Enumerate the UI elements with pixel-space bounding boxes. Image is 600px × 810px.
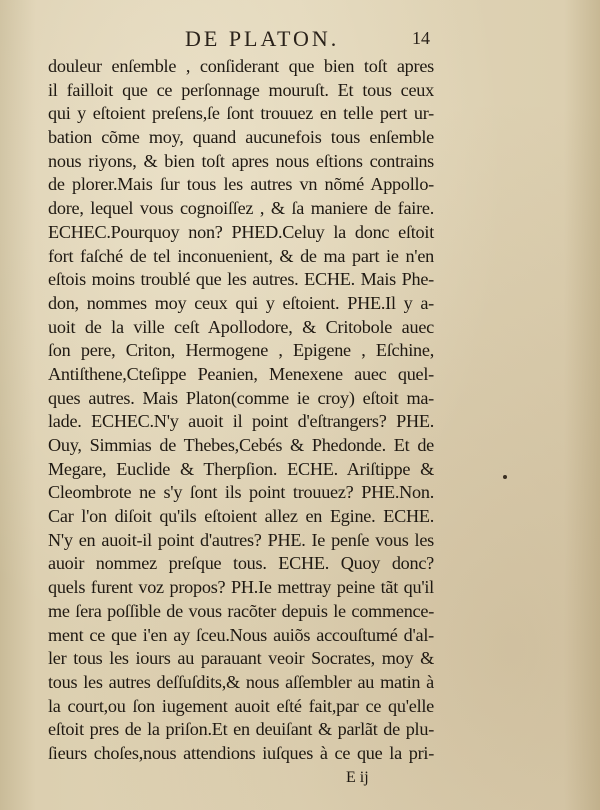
text-line: qui y eſtoient preſens,ſe ſont trouuez en telle pert ur- [48, 103, 434, 124]
text-line: ques autres. Mais Platon(comme ie croy) eſtoit ma- [48, 387, 434, 408]
text-line: douleur enſemble , conſiderant que bien toſt apres [48, 56, 434, 76]
text-line: N'y en auoit-il point d'autres? PHE. Ie penſe vous les [48, 529, 434, 550]
text-line: de plorer.Mais ſur tous les autres vn nõmé Appollo- [48, 174, 434, 195]
text-line: ſon pere, Criton, Hermogene , Epigene , Eſchine, [48, 340, 434, 361]
text-line: Car l'on diſoit qu'ils eſtoient allez en Egine. ECHE. [48, 506, 434, 527]
text-line: don, nommes moy ceux qui y eſtoient. PHE.Il y a- [48, 292, 434, 313]
running-head-title: DE PLATON. [185, 26, 340, 51]
text-line: fort faſché de tel inconuenient, & de ma part ie n'en [48, 245, 434, 266]
text-line: uoit de la ville ceſt Apollodore, & Critobole auec [48, 316, 434, 337]
text-line: Cleombrote ne s'y ſont ils point trouuez? PHE.Non. [48, 482, 434, 503]
text-line: Megare, Euclide & Therpſion. ECHE. Ariſtippe & [48, 458, 434, 479]
ink-speck [503, 475, 507, 479]
text-line: la court,ou ſon iugement auoit eſté fait,par ce qu'elle [48, 695, 434, 716]
text-line: lade. ECHEC.N'y auoit il point d'eſtrangers? PHE. [48, 411, 434, 432]
text-line: Ouy, Simmias de Thebes,Cebés & Phedonde. Et de [48, 435, 434, 455]
text-line: Antiſthene,Cteſippe Peanien, Menexene auec quel- [48, 363, 434, 384]
text-line: quels furent voz propos? PH.Ie mettray peine tãt qu'il [48, 577, 434, 598]
text-line: bation cõme moy, quand aucunefois tous enſemble [48, 127, 434, 148]
page-number: 14 [412, 28, 430, 48]
text-line: me ſera poſſible de vous racõter depuis le commence- [48, 600, 434, 621]
text-line: eſtoit pres de la priſon.Et en deuiſant & parlãt de plu- [48, 719, 434, 740]
text-line: dore, lequel vous cognoiſſez , & ſa maniere de faire. [48, 198, 434, 219]
text-line: ment ce que i'en ay ſceu.Nous auiõs accouſtumé d'al- [48, 624, 434, 645]
signature-mark: E ij [346, 769, 369, 786]
running-head [0, 26, 600, 54]
text-line: ECHEC.Pourquoy non? PHED.Celuy la donc eſtoit [48, 221, 434, 242]
text-line: il failloit que ce perſonnage mouruſt. Et tous ceux [48, 79, 434, 100]
text-line: ler tous les iours au parauant veoir Socrates, moy & [48, 648, 434, 669]
body-text [48, 55, 434, 766]
text-line: auoir nommez preſque tous. ECHE. Quoy donc? [48, 553, 434, 574]
text-line: tous les autres deſſuſdits,& nous aſſembler au matin à [48, 671, 434, 692]
text-line: nous riyons, & bien toſt apres nous eſtions contrains [48, 150, 434, 171]
text-line: eſtois moins troublé que les autres. ECHE. Mais Phe- [48, 269, 434, 290]
text-line: ſieurs choſes,nous attendions iuſques à ce que la pri- [48, 742, 434, 763]
